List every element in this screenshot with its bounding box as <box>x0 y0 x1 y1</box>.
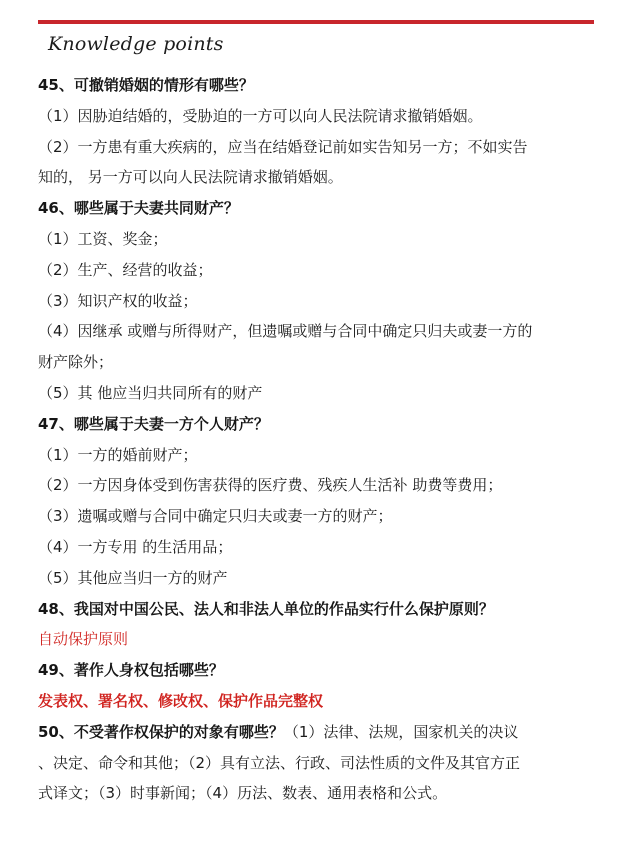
content-body <box>38 70 608 809</box>
answer-line: （4）因继承 或赠与所得财产，但遗嘱或赠与合同中确定只归夫或妻一方的 <box>38 322 533 341</box>
answer-highlight-48: 自动保护原则 <box>38 630 129 649</box>
question-49: 49、著作人身权包括哪些？ <box>38 661 224 680</box>
answer-line: （1）工资、奖金； <box>38 229 168 248</box>
top-divider <box>38 20 594 24</box>
answer-line: （5）其他应当归一方的财产 <box>38 568 228 587</box>
answer-line: （1）因胁迫结婚的，受胁迫的一方可以向人民法院请求撤销婚姻。 <box>38 106 483 125</box>
question-48: 48、我国对中国公民、法人和非法人单位的作品实行什么保护原则？ <box>38 599 494 618</box>
section-heading: Knowledge points <box>48 33 224 55</box>
answer-inline: （1）法律、法规，国家机关的决议 <box>283 722 519 741</box>
answer-line: （5）其 他应当归共同所有的财产 <box>38 383 263 402</box>
question-50-line <box>38 717 608 748</box>
question-45: 45、可撤销婚姻的情形有哪些？ <box>38 76 254 94</box>
answer-line: （2）一方患有重大疾病的，应当在结婚登记前如实告知另一方；不如实告 <box>38 137 528 156</box>
question-47: 47、哪些属于夫妻一方个人财产？ <box>38 414 269 433</box>
answer-line: 式译文；（3）时事新闻；（4）历法、数表、通用表格和公式。 <box>38 784 448 803</box>
answer-line: （3）遗嘱或赠与合同中确定只归夫或妻一方的财产； <box>38 507 393 526</box>
question-46: 46、哪些属于夫妻共同财产？ <box>38 199 239 218</box>
answer-highlight-49: 发表权、署名权、修改权、保护作品完整权 <box>38 691 324 710</box>
answer-line: （4）一方专用 的生活用品； <box>38 537 233 556</box>
answer-line: （1）一方的婚前财产； <box>38 445 198 464</box>
answer-line: 财产除外； <box>38 353 114 372</box>
answer-line: （2）一方因身体受到伤害获得的医疗费、残疾人生活补 助费等费用； <box>38 476 503 495</box>
answer-line: 、决定、命令和其他；（2）具有立法、行政、司法性质的文件及其官方正 <box>38 753 521 772</box>
answer-line: 知的， 另一方可以向人民法院请求撤销婚姻。 <box>38 168 343 187</box>
answer-line: （2）生产、经营的收益； <box>38 260 213 279</box>
question-50: 50、不受著作权保护的对象有哪些？ <box>38 722 284 741</box>
answer-line: （3）知识产权的收益； <box>38 291 198 310</box>
